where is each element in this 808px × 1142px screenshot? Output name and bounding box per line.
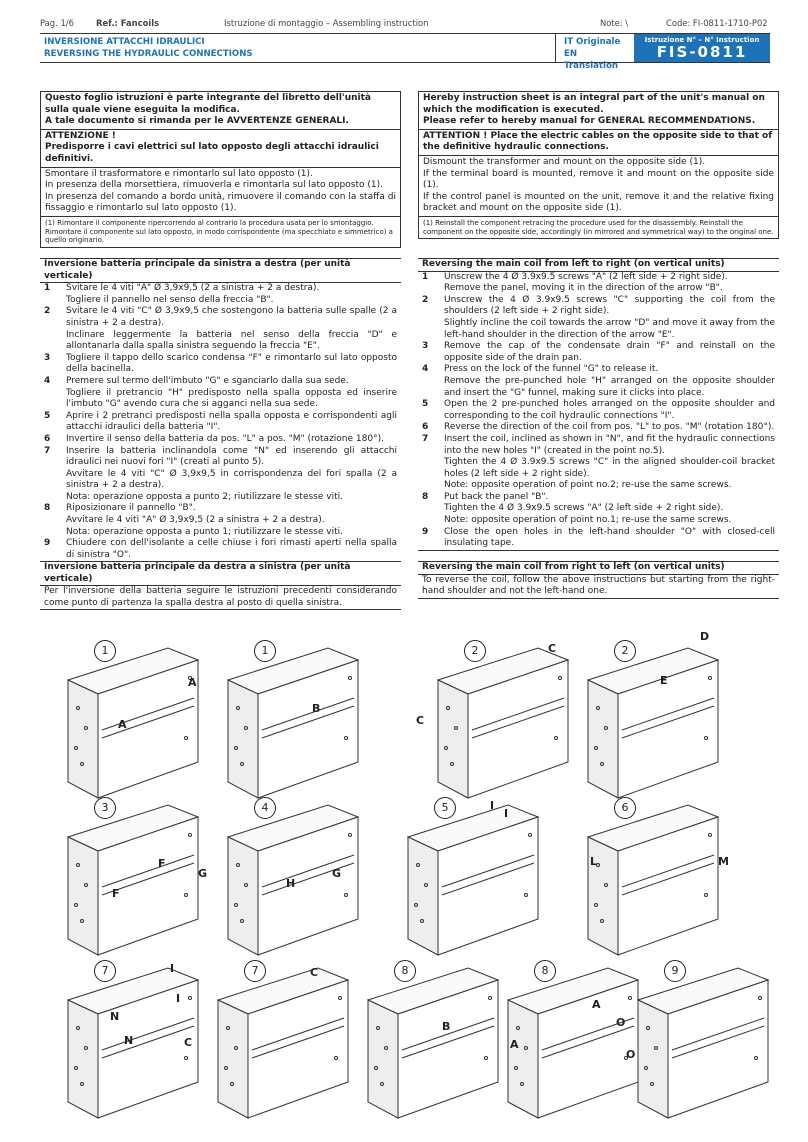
doc-title: Istruzione di montaggio – Assembling instruction <box>224 18 429 28</box>
figure-callout-label: A <box>118 718 127 731</box>
step-text: Svitare le 4 viti "A" Ø 3,9x9,5 (2 a sinistra + 2 a destra). <box>66 283 320 294</box>
step-number: 2 <box>44 306 51 317</box>
it-intro-box <box>40 91 401 248</box>
step-item <box>418 272 779 295</box>
header-languages <box>560 34 630 71</box>
italian-column <box>40 91 401 248</box>
step-number: 7 <box>422 433 429 444</box>
en-section-2-text: To reverse the coil, follow the above instructions but starting from the right-hand shoulder and not the left-hand one. <box>422 574 775 597</box>
figure-step <box>610 958 788 1128</box>
figure-callout-label: I <box>504 807 509 820</box>
step-text: Togliere il pannello nel senso della freccia "B". <box>66 294 274 305</box>
step-item <box>40 411 401 434</box>
step-number: 5 <box>44 410 51 421</box>
step-item <box>418 364 779 399</box>
fancoil-drawing <box>610 958 788 1128</box>
it-section-1 <box>40 258 401 562</box>
figure-callout-label: O <box>616 1016 626 1029</box>
figure-callout-label: F <box>112 887 120 900</box>
fancoil-drawing <box>200 638 378 808</box>
step-text: Svitare le 4 viti "C" Ø 3,9x9,5 che sostengono la batteria sulle spalle (2 a sinistra + 2 a destra). <box>66 306 397 328</box>
it-section-2 <box>40 561 401 610</box>
figure-number: 9 <box>664 960 686 982</box>
step-item <box>418 295 779 341</box>
figure-callout-label: C <box>548 642 557 655</box>
step-item <box>418 399 779 422</box>
header-titles <box>40 34 556 62</box>
figure-step <box>200 638 378 808</box>
figure-number: 2 <box>464 640 486 662</box>
step-text: Remove the pre-punched hole "H" arranged on the opposite shoulder and insert the "G" funnel, making sure it clicks into place. <box>444 375 775 398</box>
top-bar <box>40 18 770 32</box>
step-item <box>418 434 779 492</box>
step-number: 1 <box>44 283 51 294</box>
step-text: Tighten the 4 Ø 3.9x9.5 screws "A" (2 left side + 2 right side). <box>444 503 724 514</box>
figure-callout-label: G <box>198 867 208 880</box>
step-text: Avvitare le 4 viti "A" Ø 3,9x9,5 (2 a sinistra + 2 a destra). <box>66 515 325 526</box>
figure-callout-label: L <box>590 855 598 868</box>
figure-number: 6 <box>614 797 636 819</box>
fancoil-drawing <box>40 638 218 808</box>
en-section-2-title: Reversing the main coil from right to left (on vertical units) <box>418 561 779 575</box>
figure-callout-label: F <box>158 857 166 870</box>
en-section-1-title: Reversing the main coil from left to right (on vertical units) <box>418 258 779 272</box>
figure-callout-label: N <box>124 1034 134 1047</box>
step-item <box>418 422 779 434</box>
figure-number: 8 <box>534 960 556 982</box>
en-footnote: (1) Reinstall the component retracing the procedure used for the disassembly. Reinstall the component on the opposite side, accordingly (in mirrored and symmetrical way) to the original one. <box>419 216 778 238</box>
step-number: 5 <box>422 399 429 410</box>
it-section-2-title: Inversione batteria principale da destra a sinistra (per unità verticale) <box>40 561 401 586</box>
figure-step <box>380 795 558 965</box>
figure-callout-label: I <box>490 799 495 812</box>
it-step-list <box>40 283 401 561</box>
figure-step <box>560 630 738 808</box>
fancoil-drawing <box>40 795 218 965</box>
figure-callout-label: C <box>184 1036 193 1049</box>
step-text: Unscrew the 4 Ø 3.9x9.5 screws "A" (2 left side + 2 right side). <box>444 271 728 282</box>
it-section-1-title: Inversione batteria principale da sinistra a destra (per unità verticale) <box>40 258 401 283</box>
step-text: Press on the lock of the funnel "G" to release it. <box>444 364 659 375</box>
step-number: 4 <box>422 364 429 375</box>
step-item <box>40 306 401 352</box>
figure-step <box>40 638 218 808</box>
doc-code: Code: FI-0811-1710-P02 <box>666 18 768 28</box>
it-section-2-text: Per l'inversione della batteria seguire le istruzioni precedenti considerando come punto di partenza la spalla destra al posto di quella sinistra. <box>44 586 397 608</box>
step-text: Close the open holes in the left-hand shoulder "O" with closed-cell insulating tape. <box>444 526 775 549</box>
step-text: Togliere il tappo dello scarico condensa "F" e rimontarlo sul lato opposto della bacinella. <box>66 352 397 375</box>
figure-callout-label: M <box>718 855 729 868</box>
step-item <box>40 353 401 376</box>
step-number: 4 <box>44 375 51 386</box>
page-number: Pag. 1/6 <box>40 18 74 28</box>
step-text: Note: opposite operation of point no.2; re-use the same screws. <box>444 480 732 491</box>
figure-callout-label: A <box>592 998 601 1011</box>
it-intro: Questo foglio istruzioni è parte integrante del libretto dell'unità sulla quale viene eseguita la modifica. A tale documento si rimanda per le AVVERTENZE GENERALI. <box>41 92 400 130</box>
step-item <box>40 538 401 561</box>
figure-number: 4 <box>254 797 276 819</box>
figure-callout-label: B <box>442 1020 451 1033</box>
figure-callout-label: D <box>700 630 710 643</box>
step-text: Open the 2 pre-punched holes arranged on the opposite shoulder and corresponding to the coil hydraulic connections "I". <box>444 399 775 421</box>
step-text: Inclinare leggermente la batteria nel senso della freccia "D" e allontanarla dalla spalla sinistra seguendo la freccia "E". <box>66 329 397 352</box>
step-number: 2 <box>422 294 429 305</box>
figure-number: 1 <box>254 640 276 662</box>
step-text: Tighten the 4 Ø 3.9x9.5 screws "C" in the aligned shoulder-coil bracket holes (2 left side + 2 right side). <box>444 457 775 479</box>
step-item <box>40 446 401 504</box>
step-number: 3 <box>422 341 429 352</box>
step-number: 8 <box>44 503 51 514</box>
en-step-list <box>418 272 779 550</box>
figure-callout-label: O <box>626 1048 636 1061</box>
step-text: Aprire i 2 pretranci predisposti nella spalla opposta e corrispondenti agli attacchi idraulici della batteria "I". <box>66 410 397 433</box>
step-text: Riposizionare il pannello "B". <box>66 503 196 514</box>
step-text: Slightly incline the coil towards the arrow "D" and move it away from the left-hand shoulder in the direction of the arrow "E". <box>444 317 775 340</box>
en-attention: ATTENTION ! Place the electric cables on the opposite side to that of the definitive hydraulic connections. <box>419 130 778 156</box>
en-intro-box <box>418 91 779 239</box>
step-text: Invertire il senso della batteria da pos. "L" a pos. "M" (rotazione 180°). <box>66 433 384 444</box>
step-item <box>40 283 401 306</box>
it-language: IT Originale <box>564 37 621 47</box>
en-title: REVERSING THE HYDRAULIC CONNECTIONS <box>44 49 253 59</box>
it-title: INVERSIONE ATTACCHI IDRAULICI <box>44 37 205 47</box>
figure-number: 1 <box>94 640 116 662</box>
figure-number: 7 <box>94 960 116 982</box>
figure-step <box>40 795 218 965</box>
figure-number: 8 <box>394 960 416 982</box>
step-text: Avvitare le 4 viti "C" Ø 3,9x9,5 in corrispondenza dei fori spalla (2 a sinistra + 2 a destra). <box>66 468 397 491</box>
fancoil-drawing <box>380 795 558 965</box>
figure-callout-label: C <box>416 714 425 727</box>
figure-callout-label: G <box>332 867 342 880</box>
figure-callout-label: I <box>176 992 181 1005</box>
en-attention-text: Dismount the transformer and mount on the opposite side (1). If the terminal board is mounted, remove it and mount on the opposite side (1). If the control panel is mounted on the unit, remove it and the relative fixing bracket and mount on the opposite side (1). <box>423 156 774 214</box>
en-steps-section <box>418 258 779 551</box>
it-steps-section <box>40 258 401 562</box>
figure-callout-label: A <box>510 1038 519 1051</box>
step-text: Nota: operazione opposta a punto 1; riutilizzare le stesse viti. <box>66 526 343 537</box>
step-text: Insert the coil, inclined as shown in "N", and fit the hydraulic connections into the new holes "I" (created in the point no.5). <box>444 433 775 456</box>
step-number: 6 <box>44 433 51 444</box>
step-item <box>418 341 779 364</box>
step-text: Inserire la batteria inclinandola come "N" ed inserendo gli attacchi idraulici nei nuovi fori "I" (creati al punto 5). <box>66 445 397 468</box>
step-text: Note: opposite operation of point no.1; re-use the same screws. <box>444 515 732 526</box>
figure-step <box>200 795 378 965</box>
figure-callout-label: E <box>660 674 668 687</box>
step-number: 8 <box>422 491 429 502</box>
step-number: 6 <box>422 422 429 433</box>
step-item <box>40 434 401 446</box>
step-text: Togliere il pretrancio "H" predisposto nella spalla opposta ed inserire l'imbuto "G" avendo cura che si agganci nella sua sede. <box>66 387 397 410</box>
step-text: Premere sul termo dell'imbuto "G" e sganciarlo dalla sua sede. <box>66 375 349 386</box>
step-text: Remove the panel, moving it in the direction of the arrow "B". <box>444 283 723 294</box>
ref-label: Ref.: Fancoils <box>96 18 160 28</box>
figure-callout-label: A <box>188 676 197 689</box>
step-number: 9 <box>422 526 429 537</box>
step-text: Chiudere con dell'isolante a celle chiuse i fori rimasti aperti nella spalla di sinistra "O". <box>66 538 397 560</box>
step-item <box>418 492 779 527</box>
figure-number: 7 <box>244 960 266 982</box>
step-text: Remove the cap of the condensate drain "F" and reinstall on the opposite side of the drain pan. <box>444 341 775 363</box>
note-label: Note: \ <box>600 18 629 28</box>
english-column <box>418 91 779 239</box>
figure-callout-label: I <box>170 962 175 975</box>
figure-callout-label: C <box>310 966 319 979</box>
step-number: 7 <box>44 445 51 456</box>
instruction-badge <box>634 34 770 62</box>
step-number: 1 <box>422 271 429 282</box>
step-text: Put back the panel "B". <box>444 491 549 502</box>
step-text: Reverse the direction of the coil from pos. "L" to pos. "M" (rotation 180°). <box>444 422 775 433</box>
header-band <box>40 33 770 71</box>
instruction-label: Istruzione N° – N° Instruction <box>644 36 760 44</box>
figure-number: 2 <box>614 640 636 662</box>
figure-number: 5 <box>434 797 456 819</box>
en-intro: Hereby instruction sheet is an integral part of the unit's manual on which the modification is executed. Please refer to hereby manual for GENERAL RECOMMENDATIONS. <box>419 92 778 130</box>
step-text: Unscrew the 4 Ø 3.9x9.5 screws "C" supporting the coil from the shoulders (2 left side + 2 right side). <box>444 294 775 317</box>
it-footnote: (1) Rimontare il componente ripercorrendo al contrario la procedura usata per lo smontaggio. Rimontare il componente sul lato opposto, in modo corrispondente (ma specchiato e simmetrico) a quello originario. <box>41 216 400 247</box>
figure-callout-label: H <box>286 877 296 890</box>
en-section-2 <box>418 561 779 599</box>
figure-callout-label: N <box>110 1010 120 1023</box>
step-item <box>40 503 401 538</box>
step-number: 9 <box>44 538 51 549</box>
en-section-1 <box>418 258 779 551</box>
step-item <box>418 527 779 550</box>
figure-callout-label: B <box>312 702 321 715</box>
fancoil-drawing <box>560 795 738 965</box>
step-number: 3 <box>44 352 51 363</box>
it-attention: ATTENZIONE ! Predisporre i cavi elettrici sul lato opposto degli attacchi idraulici definitivi. <box>41 130 400 168</box>
figure-number: 3 <box>94 797 116 819</box>
it-attention-text: Smontare il trasformatore e rimontarlo sul lato opposto (1). In presenza della morsettiera, rimuoverla e rimontarla sul lato opposto (1). In presenza del comando a bordo unità, rimuovere il comando con la staffa di fissaggio e rimontarlo sul lato opposto (1). <box>45 168 396 214</box>
step-item <box>40 376 401 411</box>
step-text: Nota: operazione opposta a punto 2; riutilizzare le stesse viti. <box>66 491 343 502</box>
figure-step <box>560 795 738 965</box>
fancoil-drawing <box>560 638 738 808</box>
instruction-code: FIS-0811 <box>656 43 748 61</box>
en-language: EN Translation <box>564 49 619 71</box>
